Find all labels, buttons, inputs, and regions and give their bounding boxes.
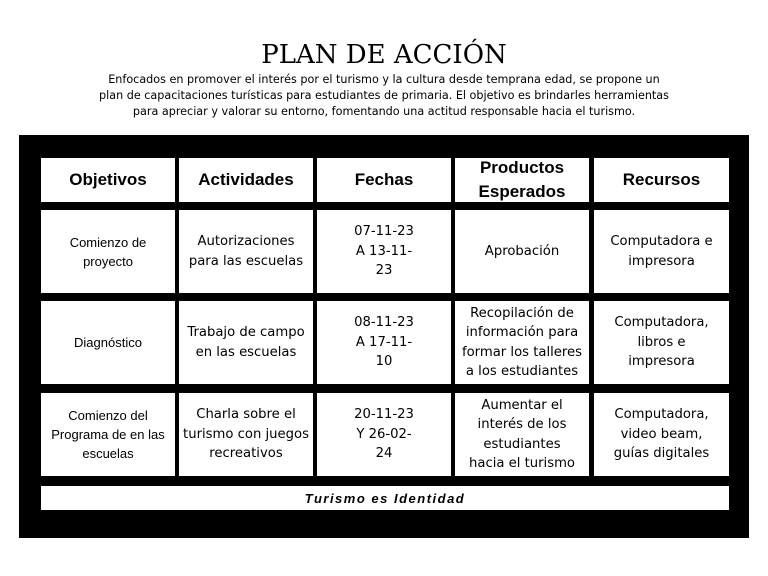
table-cell: Autorizaciones para las escuelas bbox=[179, 210, 313, 293]
table-cell: Computadora, video beam, guías digitales bbox=[594, 393, 729, 476]
table-cell: Computadora e impresora bbox=[594, 210, 729, 293]
table-cell: 07-11-23 A 13-11-23 bbox=[317, 210, 451, 293]
header-fechas: Fechas bbox=[317, 158, 451, 202]
table-cell: Comienzo de proyecto bbox=[41, 210, 175, 293]
intro-paragraph: Enfocados en promover el interés por el turismo y la cultura desde temprana edad, se propone un plan de capacitaciones turísticas para estudiantes de primaria. El objetivo es brindarles herramientas para apreciar y valorar su entorno, fomentando una actitud responsable hacia el turismo. bbox=[99, 73, 669, 118]
header-actividades: Actividades bbox=[179, 158, 313, 202]
table-cell: Aprobación bbox=[455, 210, 589, 293]
table-cell: Aumentar el interés de los estudiantes hacia el turismo bbox=[455, 393, 589, 476]
table-cell: Diagnóstico bbox=[41, 301, 175, 384]
table-cell: Charla sobre el turismo con juegos recreativos bbox=[179, 393, 313, 476]
table-cell: 08-11-23 A 17-11-10 bbox=[317, 301, 451, 384]
header-productos: Productos Esperados bbox=[455, 158, 589, 202]
table-cell: 20-11-23 Y 26-02-24 bbox=[317, 393, 451, 476]
table-cell: Comienzo del Programa de en las escuelas bbox=[41, 393, 175, 476]
table-cell: Recopilación de información para formar los talleres a los estudiantes bbox=[455, 301, 589, 384]
action-plan-table bbox=[19, 135, 749, 538]
page-title: PLAN DE ACCIÓN bbox=[261, 40, 507, 70]
header-recursos: Recursos bbox=[594, 158, 729, 202]
header-objetivos: Objetivos bbox=[41, 158, 175, 202]
table-cell: Trabajo de campo en las escuelas bbox=[179, 301, 313, 384]
table-cell: Computadora, libros e impresora bbox=[594, 301, 729, 384]
footer-slogan: Turismo es Identidad bbox=[41, 486, 729, 510]
